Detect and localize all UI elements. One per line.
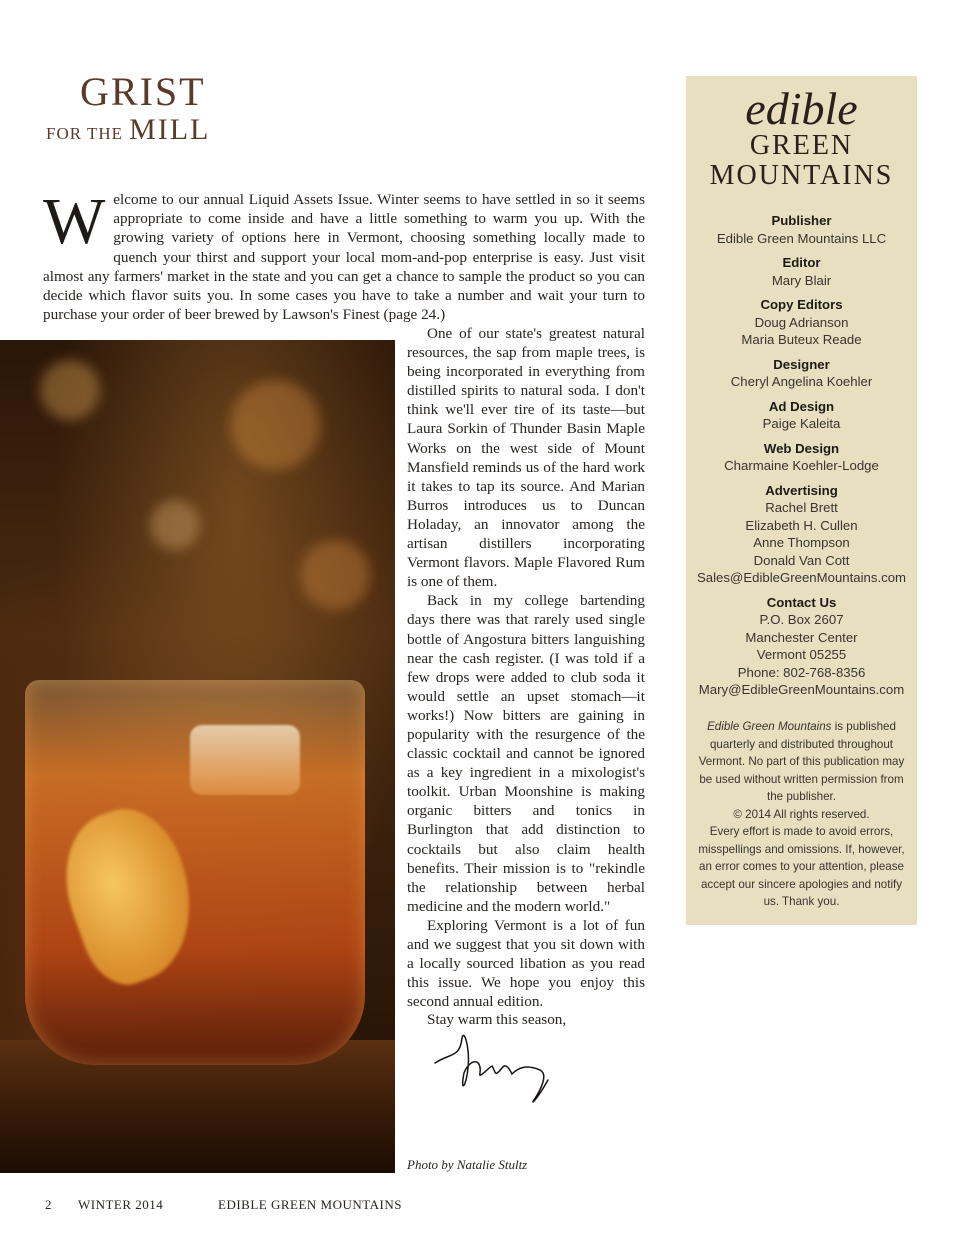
credit-section (686, 440, 917, 475)
logo-green-mountains (686, 131, 917, 191)
contact-line: P.O. Box 2607 (759, 612, 844, 627)
credit-name: Rachel Brett (765, 500, 838, 515)
copyright: © 2014 All rights reserved. (733, 807, 870, 821)
closing-line: Stay warm this season, (427, 1011, 567, 1028)
credit-name: Anne Thompson (753, 535, 850, 550)
note-text: is published quarterly and distributed throughout Vermont. No part of this publication may be used without written permission from the publisher. (698, 720, 905, 803)
credit-name: Cheryl Angelina Koehler (730, 374, 873, 389)
masthead-credits (686, 212, 917, 706)
body-column (407, 324, 645, 1011)
drop-cap: W (43, 185, 106, 258)
contact-email: Mary@EdibleGreenMountains.com (698, 682, 905, 697)
credit-role: Copy Editors (760, 297, 843, 312)
masthead-panel (686, 76, 917, 925)
intro-paragraph (43, 185, 645, 324)
logo-green: GREEN (749, 130, 854, 161)
body-paragraph-3: Exploring Vermont is a lot of fun and we suggest that you sit down with a locally sourced libation as you read this issue. We hope you enjoy this second annual edition. (407, 916, 645, 1011)
logo-mountains: MOUNTAINS (709, 160, 894, 191)
credit-name: Edible Green Mountains LLC (716, 230, 887, 246)
credit-role: Advertising (765, 482, 838, 498)
credit-name: Charmaine Koehler-Lodge (724, 458, 879, 473)
credit-name: Paige Kaleita (762, 416, 841, 431)
contact-phone: Phone: 802-768-8356 (737, 664, 866, 680)
page-number: 2 (45, 1197, 52, 1212)
credit-section (686, 296, 917, 349)
body-paragraph-1: One of our state's greatest natural resources, the sap from maple trees, is being incorporated in everything from distilled spirits to natural soda. I don't think we'll ever tire of its taste—but Laura Sorkin of Thunder Basin Maple Works on the west side of Mount Mansfield reminds us of the hard work it takes to tap its source. And Marian Burros introduces us to Duncan Holaday, an innovator among the artisan distillers incorporating Vermont flavors. Maple Flavored Rum is one of them. (407, 325, 645, 591)
ice-cube (190, 725, 300, 795)
publication-note (698, 718, 905, 911)
footer-magazine: EDIBLE GREEN MOUNTAINS (218, 1197, 402, 1212)
credit-section (686, 356, 917, 391)
title-for-the-mill (46, 113, 210, 147)
cocktail-photo (0, 340, 395, 1173)
credit-role: Designer (773, 356, 830, 372)
credit-section (686, 398, 917, 433)
sales-email: Sales@EdibleGreenMountains.com (696, 570, 907, 585)
credit-section (686, 594, 917, 699)
signature (430, 1028, 560, 1108)
title-for-the: FOR THE (46, 124, 124, 143)
credit-name: Elizabeth H. Cullen (745, 517, 858, 533)
credit-role: Editor (782, 255, 821, 270)
credit-role: Publisher (771, 213, 832, 228)
photo-credit: Photo by Natalie Stultz (407, 1157, 528, 1172)
credit-name: Mary Blair (771, 272, 832, 288)
credit-section (686, 254, 917, 289)
credit-name: Maria Buteux Reade (741, 332, 862, 347)
credit-role: Web Design (763, 440, 840, 456)
credit-section (686, 212, 917, 247)
credit-role: Contact Us (766, 594, 837, 610)
credit-role: Ad Design (768, 398, 835, 414)
body-paragraph-2: Back in my college bartending days there was that rarely used single bottle of Angostura bitters languishing near the cash register. (I was told if a few drops were added to club soda it would settle an upset stomach—it works!) Now bitters are gaining in popularity with the resurgence of the classic cocktail and cannot be ignored as a key ingredient in a mixologist's toolkit. Urban Moonshine is making organic bitters and tonics in Burlington that add distinction to cocktails but also claim health benefits. Their mission is to "rekindle the relationship between herbal medicine and the modern world." (407, 592, 645, 915)
credit-name: Donald Van Cott (753, 552, 850, 568)
note-title: Edible Green Mountains (707, 720, 832, 733)
credit-section (686, 482, 917, 587)
title-grist: GRIST (80, 69, 206, 114)
title-mill: MILL (129, 113, 211, 146)
footer-season: WINTER 2014 (78, 1197, 164, 1212)
logo-edible: edible (745, 83, 858, 134)
disclaimer: Every effort is made to avoid errors, misspellings and omissions. If, however, an error comes to your attention, please accept our sincere apologies and notify us. Thank you. (698, 825, 905, 908)
credit-name: Doug Adrianson (754, 314, 849, 330)
contact-line: Vermont 05255 (756, 647, 847, 662)
contact-line: Manchester Center (745, 629, 858, 645)
intro-text: elcome to our annual Liquid Assets Issue. Winter seems to have settled in so it seems appropriate to come inside and have a little something to warm you up. With the growing variety of options here in Vermont, choosing something locally made to quench your thirst and support your local mom-and-pop enterprise is easy. Just visit almost any farmers' market in the state and you can get a chance to sample the product so you can decide which flavor suits you. In some cases you have to take a number and wait your turn to purchase your order of beer brewed by Lawson's Finest (page 24.) (43, 191, 645, 324)
